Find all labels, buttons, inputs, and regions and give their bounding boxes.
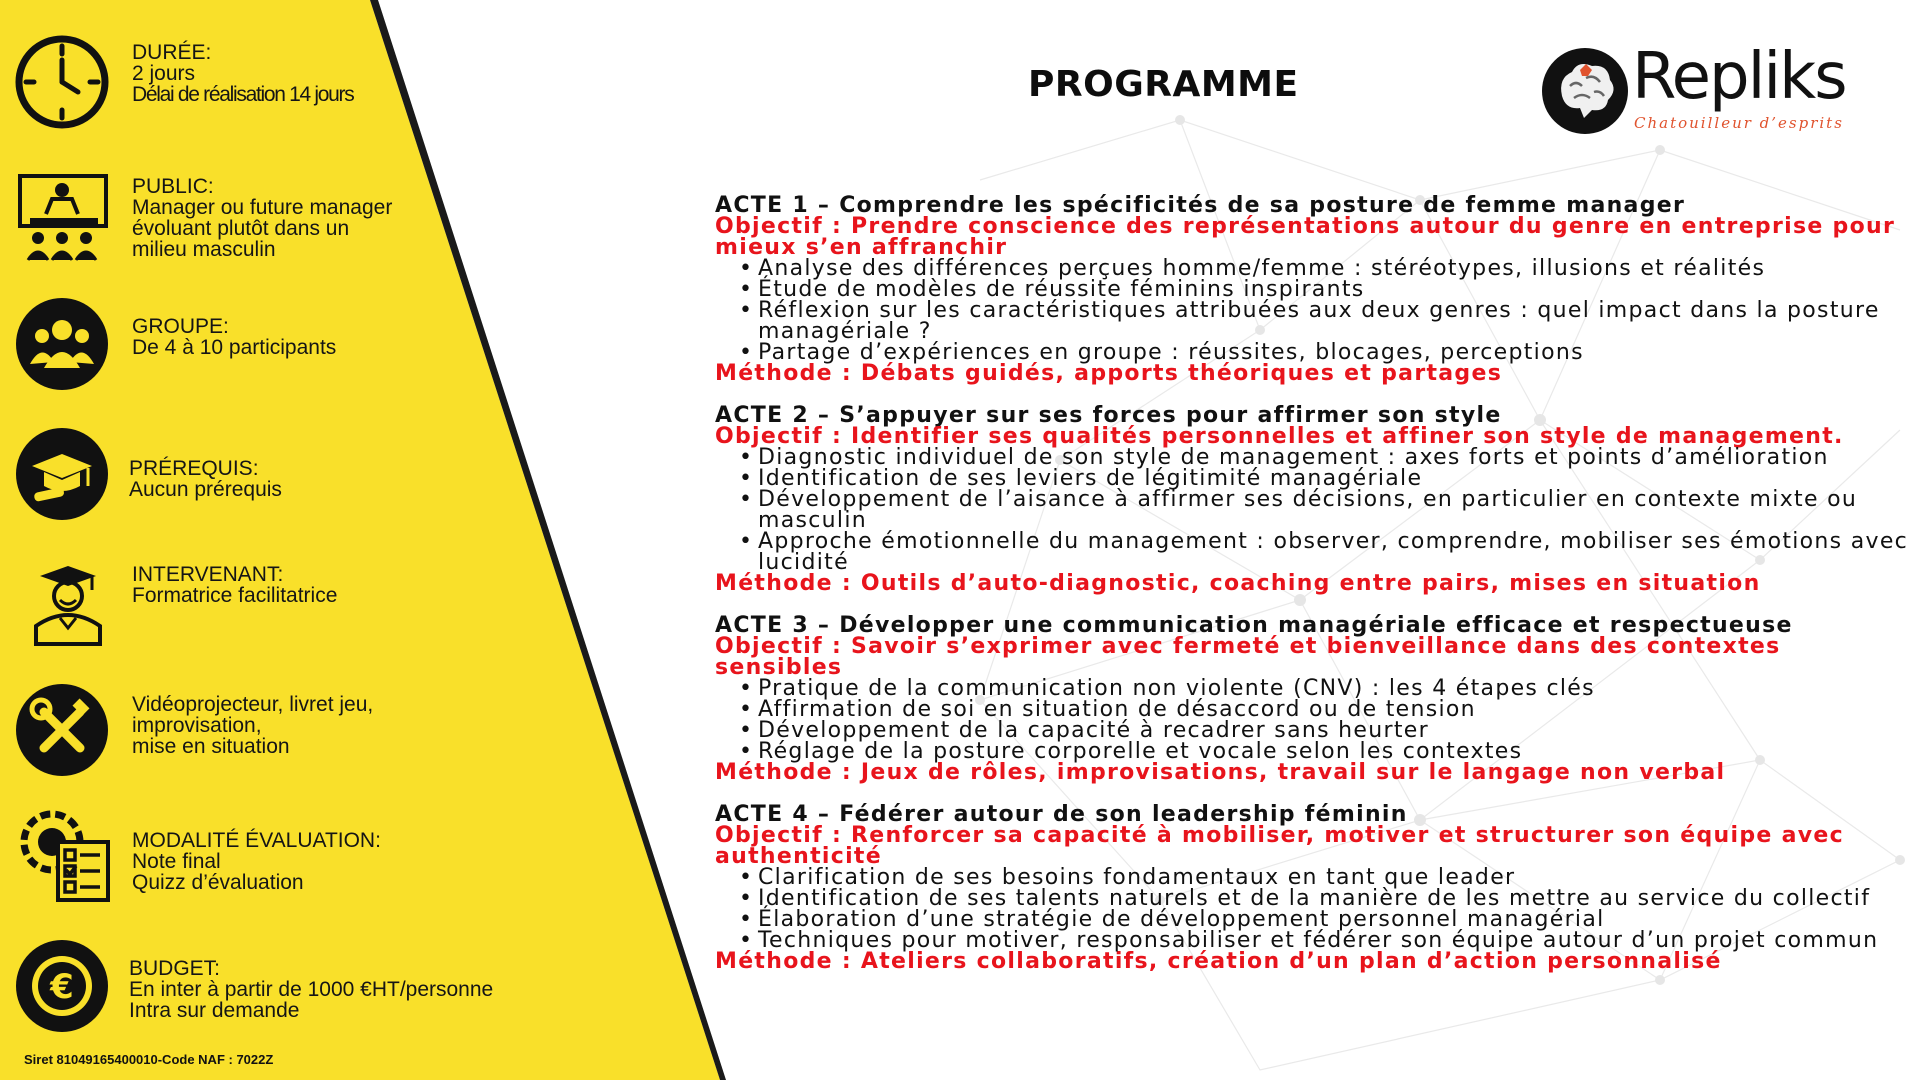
siret-footer: Siret 81049165400010-Code NAF : 7022Z: [24, 1052, 274, 1067]
bullet-item: • Développement de l’aisance à affirmer ses décisions, en particulier en contexte mixte ou masculin: [739, 489, 1915, 531]
info-line: évoluant plutôt dans un: [132, 217, 350, 240]
sidebar-background: [0, 0, 740, 1080]
acte-method: Méthode : Ateliers collaboratifs, création d’un plan d’action personnalisé: [715, 949, 1722, 974]
bullet-item: • Identification de ses leviers de légitimité managériale: [739, 468, 1915, 489]
info-evaluation: [132, 830, 381, 893]
bullet-item: • Techniques pour motiver, responsabiliser et fédérer son équipe autour d’un projet commun: [739, 930, 1915, 951]
bullet-item: • Pratique de la communication non violente (CNV) : les 4 étapes clés: [739, 678, 1915, 699]
acte-objective: Objectif : Renforcer sa capacité à mobiliser, motiver et structurer son équipe avec authenticité: [715, 823, 1844, 869]
acte-method: Méthode : Débats guidés, apports théoriques et partages: [715, 361, 1503, 386]
info-intervenant: [132, 564, 337, 606]
repliks-logo: [1540, 40, 1880, 146]
acte-bullet-list: [715, 258, 1915, 363]
tools-icon: [14, 682, 110, 778]
bullet-item: • Élaboration d’une stratégie de développement personnel managérial: [739, 909, 1915, 930]
graduation-cap-icon: [14, 426, 110, 522]
info-label: PRÉREQUIS:: [129, 457, 259, 480]
acte-2: [715, 405, 1915, 594]
presentation-board-icon: [16, 172, 112, 268]
info-line: mise en situation: [132, 735, 290, 758]
brain-logo-icon: [1540, 46, 1630, 136]
acte-method: Méthode : Outils d’auto-diagnostic, coaching entre pairs, mises en situation: [715, 571, 1761, 596]
acte-objective: Objectif : Savoir s’exprimer avec fermeté et bienveillance dans des contextes sensibles: [715, 634, 1781, 680]
info-line: Formatrice facilitatrice: [132, 584, 338, 607]
euro-coin-icon: [14, 938, 110, 1034]
bullet-item: • Réglage de la posture corporelle et vocale selon les contextes: [739, 741, 1915, 762]
info-budget: [129, 958, 493, 1021]
info-line: Quizz d’évaluation: [132, 871, 304, 894]
group-people-icon: [14, 296, 110, 392]
acte-method: Méthode : Jeux de rôles, improvisations, travail sur le langage non verbal: [715, 760, 1726, 785]
acte-title: ACTE 4 – Fédérer autour de son leadership féminin: [715, 802, 1408, 827]
acte-objective: Objectif : Prendre conscience des représentations autour du genre en entreprise pour mieux s’en affranchir: [715, 214, 1896, 260]
info-line: Délai de réalisation 14 jours: [132, 83, 354, 106]
evaluation-checklist-icon: [18, 808, 114, 904]
bullet-item: • Partage d’expériences en groupe : réussites, blocages, perceptions: [739, 342, 1915, 363]
info-line: Vidéoprojecteur, livret jeu,: [132, 693, 374, 716]
info-groupe: [132, 316, 336, 358]
bullet-item: • Réflexion sur les caractéristiques attribuées aux deux genres : quel impact dans la posture managériale ?: [739, 300, 1915, 342]
acte-bullet-list: [715, 447, 1915, 573]
info-label: BUDGET:: [129, 957, 221, 980]
info-line: Aucun prérequis: [129, 478, 282, 501]
bullet-item: • Clarification de ses besoins fondamentaux en tant que leader: [739, 867, 1915, 888]
acte-bullet-list: [715, 678, 1915, 762]
svg-text:€: €: [50, 967, 74, 1007]
info-prerequis: [129, 458, 282, 500]
info-line: milieu masculin: [132, 238, 276, 261]
info-line: Intra sur demande: [129, 999, 300, 1022]
acte-1: [715, 195, 1915, 384]
acte-4: [715, 804, 1915, 972]
programme-content: [715, 195, 1915, 993]
info-line: De 4 à 10 participants: [132, 336, 337, 359]
info-label: DURÉE:: [132, 41, 212, 64]
bullet-item: • Analyse des différences perçues homme/femme : stéréotypes, illusions et réalités: [739, 258, 1915, 279]
info-label: PUBLIC:: [132, 175, 214, 198]
info-public: [132, 176, 392, 260]
clock-icon: [14, 34, 110, 130]
bullet-item: • Identification de ses talents naturels et de la manière de les mettre au service du collectif: [739, 888, 1915, 909]
bullet-item: • Diagnostic individuel de son style de management : axes forts et points d’amélioration: [739, 447, 1915, 468]
info-line: Manager ou future manager: [132, 196, 393, 219]
acte-title: ACTE 1 – Comprendre les spécificités de sa posture de femme manager: [715, 193, 1686, 218]
bullet-item: • Affirmation de soi en situation de désaccord ou de tension: [739, 699, 1915, 720]
acte-objective: Objectif : Identifier ses qualités personnelles et affiner son style de management.: [715, 424, 1844, 449]
info-line: Note final: [132, 850, 221, 873]
logo-tagline: Chatouilleur d’esprits: [1634, 114, 1844, 132]
info-label: MODALITÉ ÉVALUATION:: [132, 829, 381, 852]
bullet-item: • Approche émotionnelle du management : observer, comprendre, mobiliser ses émotions avec lucidité: [739, 531, 1915, 573]
info-label: INTERVENANT:: [132, 563, 284, 586]
acte-bullet-list: [715, 867, 1915, 951]
info-materiel: [132, 694, 373, 757]
instructor-icon: [20, 556, 116, 652]
logo-name: Repliks: [1632, 40, 1846, 114]
acte-3: [715, 615, 1915, 783]
bullet-item: • Développement de la capacité à recadrer sans heurter: [739, 720, 1915, 741]
page-title: PROGRAMME: [1028, 64, 1299, 105]
info-duree: [132, 42, 353, 105]
bullet-item: • Étude de modèles de réussite féminins inspirants: [739, 279, 1915, 300]
info-line: 2 jours: [132, 62, 196, 85]
acte-title: ACTE 3 – Développer une communication managériale efficace et respectueuse: [715, 613, 1793, 638]
info-line: improvisation,: [132, 714, 262, 737]
info-label: GROUPE:: [132, 315, 229, 338]
acte-title: ACTE 2 – S’appuyer sur ses forces pour affirmer son style: [715, 403, 1502, 428]
info-line: En inter à partir de 1000 €HT/personne: [129, 978, 494, 1001]
